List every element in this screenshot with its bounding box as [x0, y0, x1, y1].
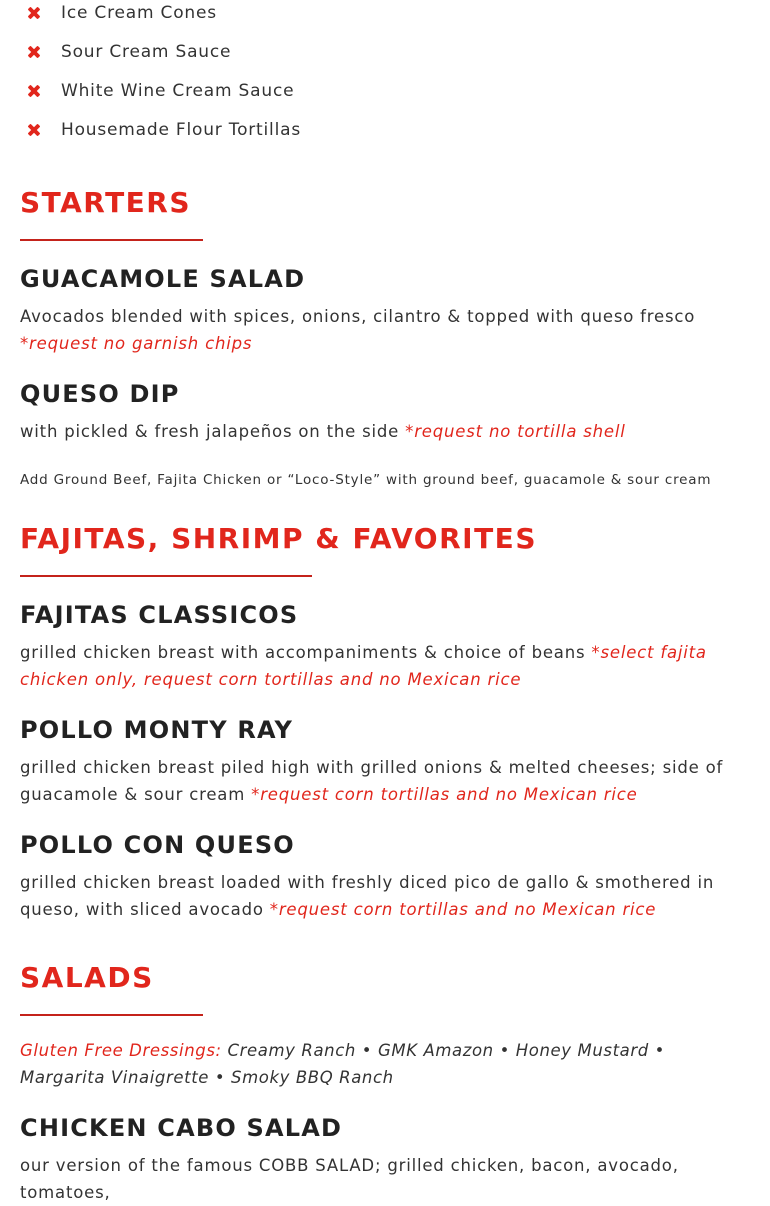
- list-item: [20, 0, 217, 26]
- dressings-label: Gluten Free Dressings:: [20, 1041, 222, 1060]
- list-item: [20, 39, 231, 65]
- menu-item-title: GUACAMOLE SALAD: [20, 265, 306, 293]
- section-divider: [20, 575, 312, 577]
- description-text: our version of the famous COBB SALAD; grilled chicken, bacon, avocado, tomatoes,: [20, 1156, 679, 1202]
- list-item: [20, 78, 294, 104]
- gluten-free-note: *request no tortilla shell: [405, 422, 626, 441]
- description-text: grilled chicken breast loaded with freshly diced pico de gallo & smothered in queso, with sliced avocado: [20, 873, 715, 919]
- x-icon: [27, 6, 41, 20]
- list-item-label: Housemade Flour Tortillas: [61, 120, 301, 140]
- gluten-free-note: *request corn tortillas and no Mexican rice: [251, 785, 638, 804]
- menu-item-title: POLLO MONTY RAY: [20, 716, 294, 744]
- section-title-salads: SALADS: [20, 961, 154, 994]
- list-item-label: Ice Cream Cones: [61, 3, 217, 23]
- section-divider: [20, 239, 203, 241]
- x-icon: [27, 84, 41, 98]
- section-title-starters: STARTERS: [20, 186, 192, 219]
- list-item: [20, 117, 301, 143]
- gluten-free-note: *request corn tortillas and no Mexican rice: [269, 900, 657, 919]
- dressings-list: [20, 1037, 755, 1091]
- x-icon: [27, 45, 41, 59]
- menu-item-description: [20, 754, 750, 808]
- section-title-fajitas: FAJITAS, SHRIMP & FAVORITES: [20, 522, 537, 555]
- x-icon: [27, 123, 41, 137]
- description-text: grilled chicken breast with accompaniments & choice of beans: [20, 643, 592, 662]
- menu-item-title: FAJITAS CLASSICOS: [20, 601, 299, 629]
- addon-note: Add Ground Beef, Fajita Chicken or “Loco-Style” with ground beef, guacamole & sour cream: [20, 472, 712, 488]
- gluten-free-note: *select fajita chicken only, request corn tortillas and no Mexican rice: [20, 643, 707, 689]
- list-item-label: White Wine Cream Sauce: [61, 81, 295, 101]
- menu-item-description: [20, 1152, 750, 1206]
- section-divider: [20, 1014, 203, 1016]
- menu-item-title: QUESO DIP: [20, 380, 180, 408]
- menu-item-description: [20, 303, 750, 357]
- menu-item-description: [20, 869, 750, 923]
- menu-item-title: CHICKEN CABO SALAD: [20, 1114, 343, 1142]
- dressings-options: Creamy Ranch • GMK Amazon • Honey Mustard • Margarita Vinaigrette • Smoky BBQ Ranch: [20, 1041, 665, 1087]
- gluten-free-note: *request no garnish chips: [20, 334, 253, 353]
- description-text: with pickled & fresh jalapeños on the side: [20, 422, 406, 441]
- menu-item-description: [20, 418, 750, 445]
- list-item-label: Sour Cream Sauce: [61, 42, 232, 62]
- menu-item-title: POLLO CON QUESO: [20, 831, 295, 859]
- description-text: Avocados blended with spices, onions, cilantro & topped with queso fresco: [20, 307, 696, 326]
- description-text: grilled chicken breast piled high with grilled onions & melted cheeses; side of guacamole & sour cream: [20, 758, 724, 804]
- menu-item-description: [20, 639, 750, 693]
